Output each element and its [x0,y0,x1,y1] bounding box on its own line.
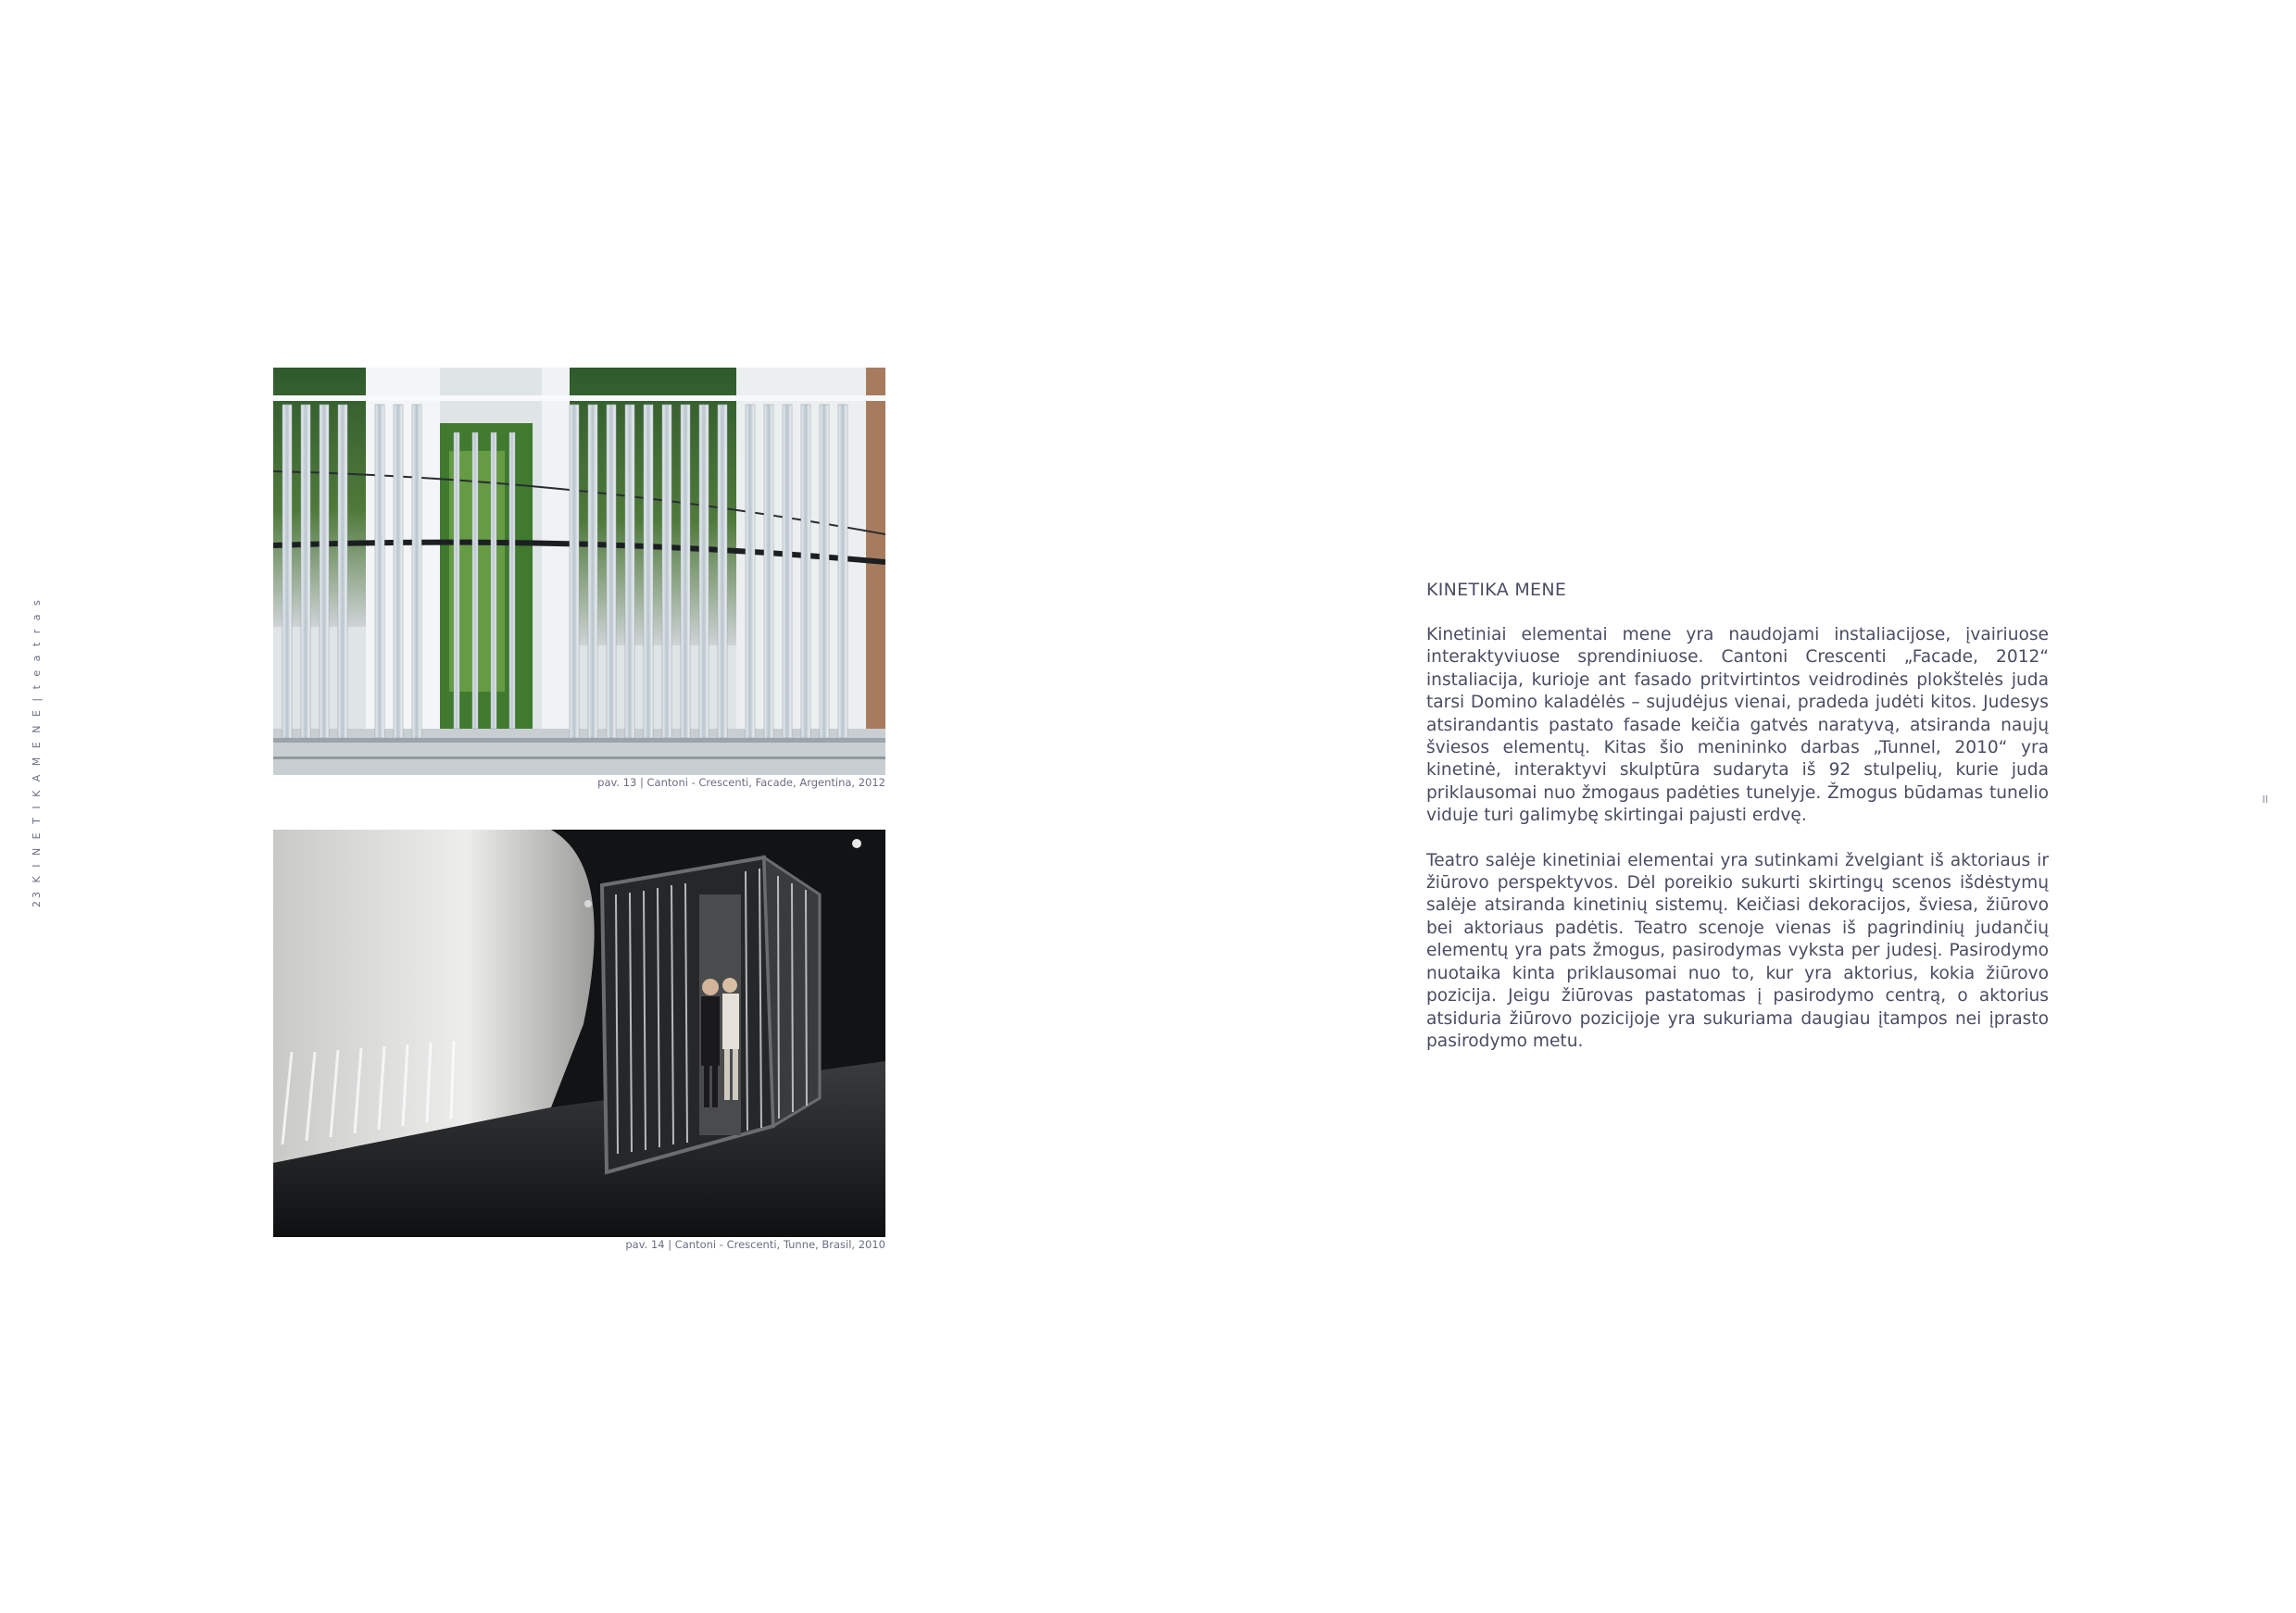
figure-13-caption: pav. 13 | Cantoni - Crescenti, Facade, Argentina, 2012 [597,776,885,789]
article-heading: KINETIKA MENE [1426,580,1567,600]
figure-13-facade-photo [273,368,885,775]
article [1426,580,2049,1075]
spine-text: 23 K I N E T I K A M E N E | t e a t r a s [31,597,43,907]
page-number: II [2262,794,2268,806]
figure-14-tunnel-photo [273,830,885,1237]
article-paragraph-1: Kinetiniai elementai mene yra naudojami instaliacijose, įvairiuose interaktyviuose sprendiniuose. Cantoni Crescenti „Facade, 2012“ instaliacija, kurioje ant fasado pritvirtintos veidrodinės plokštelės juda tarsi Domino kaladėlės – sujudėjus vienai, pradeda judėti kitos. Judesys atsirandantis pastato fasade keičia gatvės naratyvą, atsiranda naujų šviesos elementų. Kitas šio menininko darbas „Tunnel, 2010“ yra kinetinė, interaktyvi skulptūra sudaryta iš 92 stulpelių, kurie juda priklausomai nuo žmogaus padėties tunelyje. Žmogus būdamas tunelio viduje turi galimybę skirtingai pajusti erdvę. [1426,625,2049,826]
spine-label [28,597,46,907]
figure-14-caption: pav. 14 | Cantoni - Crescenti, Tunne, Brasil, 2010 [625,1238,885,1251]
article-paragraph-2: Teatro salėje kinetiniai elementai yra sutinkami žvelgiant iš aktoriaus ir žiūrovo perspektyvos. Dėl poreikio sukurti skirtingų scenos išdėstymų salėje atsiranda kinetinių sistemų. Keičiasi dekoracijos, šviesa, žiūrovo bei aktoriaus padėtis. Teatro scenoje vienas iš pagrindinių judančių elementų yra pats žmogus, pasirodymas vyksta per judesį. Pasirodymo nuotaika kinta priklausomai nuo to, kur yra aktorius, kokia žiūrovo pozicija. Jeigu žiūrovas pastatomas į pasirodymo centrą, o aktorius atsiduria žiūrovo pozicijoje yra sukuriama daugiau įtampos nei įprasto pasirodymo metu. [1426,850,2049,1051]
